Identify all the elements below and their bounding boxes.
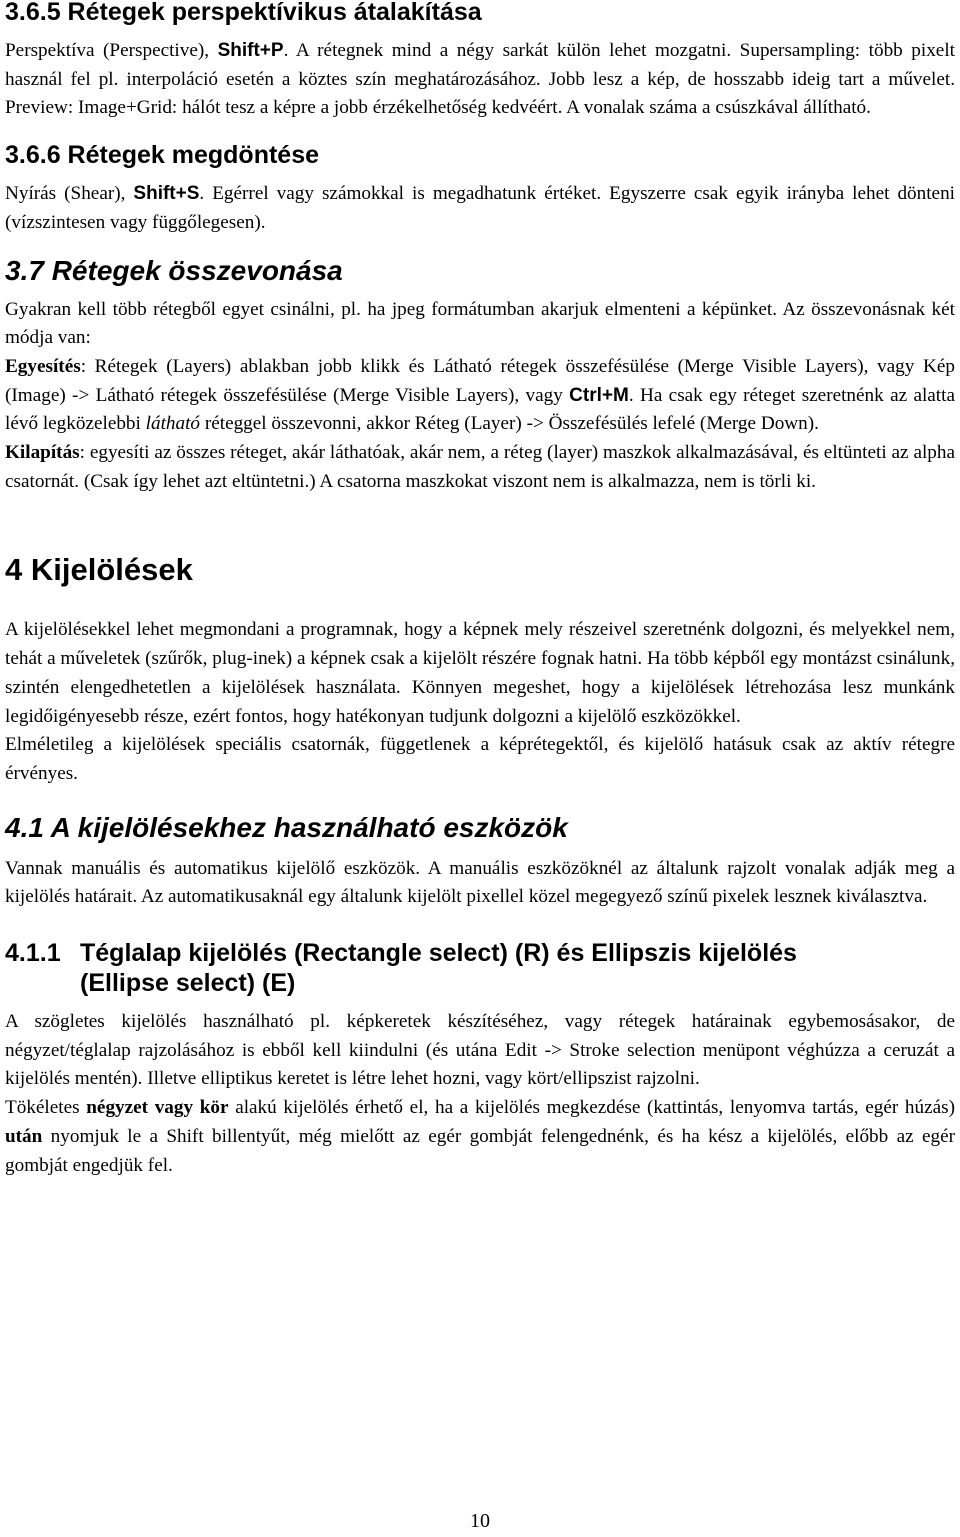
heading-text: [80, 938, 797, 998]
term-egyesites: Egyesítés: [5, 355, 81, 377]
heading-4: 4 Kijelölések: [5, 552, 193, 588]
text: . Egérrel vagy számokkal is megadhatunk értéket. Egyszerre csak egyik irányba lehet dönteni (vízszintesen vagy függőlegesen).: [5, 183, 955, 233]
text: Tökéletes: [5, 1097, 87, 1119]
paragraph-merge-intro: Gyakran kell több rétegből egyet csinálni, pl. ha jpeg formátumban akarjuk elmenteni a képünket. Az összevonásnak két módja van:: [5, 298, 955, 349]
paragraph-selections-intro: A kijelölésekkel lehet megmondani a programnak, hogy a képnek mely részeivel szeretnénk dolgozni, és melyekkel nem, tehát a műveletek (szűrők, plug-inek) a képnek csak a kijelölt részére fognak hatni. Ha több képből egy montázst csinálunk, szintén elengedhetetlen a kijelölések használata. Könnyen megeshet, hogy a kijelölések létrehozása lesz munkánk legidőigényesebb része, ezért fontos, hogy hatékonyan tudjunk dolgozni a kijelölő eszközökkel.: [5, 619, 955, 727]
paragraph-selections-theory: Elméletileg a kijelölések speciális csatornák, függetlenek a képrétegektől, és kijelölő hatásuk csak az aktív rétegre érvényes.: [5, 734, 955, 784]
text: Perspektíva (Perspective),: [5, 40, 218, 61]
text: nyomjuk le a Shift billentyűt, még mielőtt az egér gombját felengednénk, és ha kész a kijelölés, előbb az egér gombját engedjük fel.: [5, 1125, 955, 1176]
heading-4-1: 4.1 A kijelölésekhez használható eszközök: [5, 811, 568, 843]
heading-line: (Ellipse select) (E): [80, 969, 296, 998]
heading-3-6-5: 3.6.5 Rétegek perspektívikus átalakítása: [5, 0, 482, 26]
page-number: 10: [470, 1510, 490, 1532]
shortcut-ctrl-m: Ctrl+M: [569, 384, 629, 406]
document-page: [5, 0, 955, 1180]
text: : egyesíti az összes réteget, akár láthatóak, akár nem, a réteg (layer) maszkok alkalmazásával, és eltünteti az alpha csatornát. (Csak így lehet azt eltüntetni.) A csatorna maszkokat viszont nem is alkalmazza, nem is törli ki.: [5, 442, 955, 492]
heading-number: 4.1.1: [5, 939, 61, 968]
emphasis-square-circle: négyzet vagy kör: [86, 1097, 229, 1119]
text: . Ha csak egy réteget szeretnénk az alatta lévő legközelebbi: [5, 384, 955, 435]
heading-line: Téglalap kijelölés (Rectangle select) (R) és Ellipszis kijelölés: [80, 939, 797, 968]
text: réteggel összevonni, akkor Réteg (Layer) -> Összefésülés lefelé (Merge Down).: [200, 413, 819, 435]
shortcut-shift-p: Shift+P: [217, 40, 284, 61]
heading-3-6-6: 3.6.6 Rétegek megdöntése: [5, 141, 320, 170]
shortcut-shift-s: Shift+S: [133, 183, 200, 205]
emphasis-lathato: látható: [145, 413, 201, 435]
paragraph-shear: [5, 180, 955, 237]
paragraph-merge-visible: [5, 353, 955, 439]
heading-3-7: 3.7 Rétegek összevonása: [5, 254, 343, 286]
term-kilapitas: Kilapítás: [5, 442, 80, 464]
text: : Rétegek (Layers) ablakban jobb klikk és Látható rétegek összefésülése (Merge Visible Layers), vagy Kép (Image) -> Látható rétegek összefésülése (Merge Visible Layers), vagy: [5, 355, 955, 406]
paragraph-perspective: [5, 37, 955, 123]
paragraph-rect-select: A szögletes kijelölés használható pl. képkeretek készítéséhez, vagy rétegek határainak egybemosásakor, de négyzet/téglalap rajzolásához is ebből kell kiindulni (és utána Edit -> Stroke selection menüpont véghúzza a ceruzát a kijelölés mentén). Illetve elliptikus keretet is létre lehet hozni, vagy kört/ellipszist rajzolni.: [5, 1011, 955, 1090]
paragraph-perfect-shape: [5, 1094, 955, 1180]
text: . A rétegnek mind a négy sarkát külön lehet mozgatni. Supersampling: több pixelt használ fel pl. interpoláció esetén a köztes szín meghatározásához. Jobb lesz a kép, de hosszabb ideig tart a művelet. Preview: Image+Grid: hálót tesz a képre a jobb érzékelhetőség kedvéért. A vonalak száma a csúszkával állítható.: [5, 40, 955, 119]
paragraph-selection-tools: Vannak manuális és automatikus kijelölő eszközök. A manuális eszközöknél az általunk rajzolt vonalak adják meg a kijelölés határait. Az automatikusaknál egy általunk kijelölt pixellel közel megegyező színű pixelek lesznek kiválasztva.: [5, 857, 955, 908]
paragraph-flatten: [5, 439, 955, 496]
heading-4-1-1: [5, 938, 955, 998]
text: alakú kijelölés érhető el, ha a kijelölés megkezdése (kattintás, lenyomva tartás, egér húzás): [228, 1097, 955, 1119]
emphasis-utan: után: [5, 1125, 43, 1147]
text: Nyírás (Shear),: [5, 183, 134, 205]
